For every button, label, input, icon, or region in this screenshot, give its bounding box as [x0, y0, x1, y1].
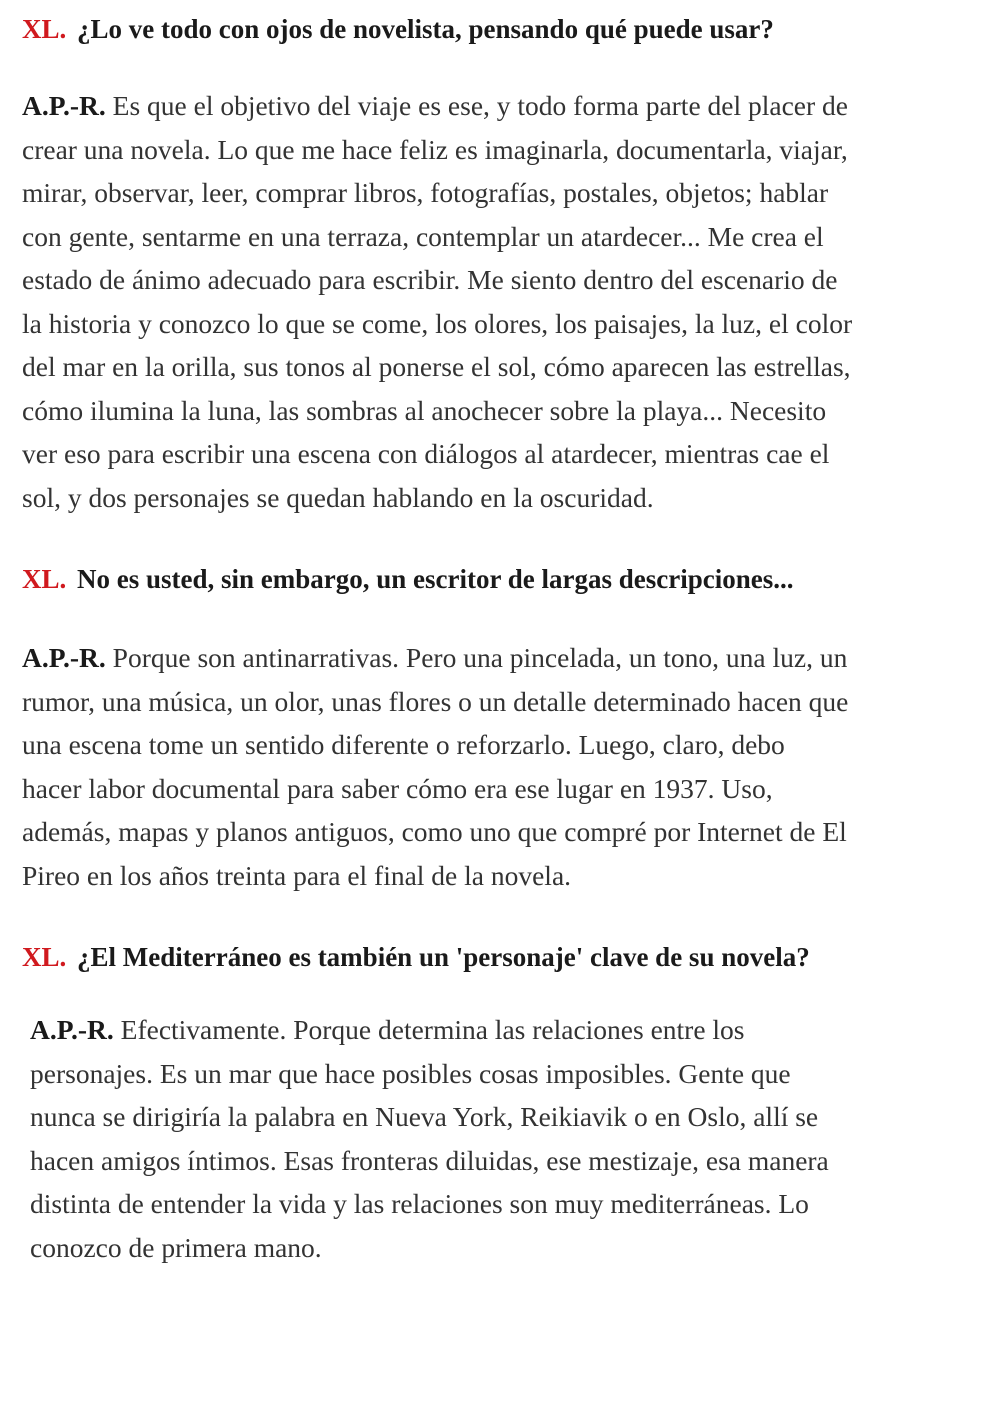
answer-3-line-0: [30, 1008, 829, 1052]
answer-2-line-2: una escena tome un sentido diferente o reforzarlo. Luego, claro, debo: [22, 729, 785, 760]
answer-1-line-0: [22, 84, 852, 128]
answer-2-line-0: [22, 636, 848, 680]
answer-1-line-6: del mar en la orilla, sus tonos al ponerse el sol, cómo aparecen las estrellas,: [22, 351, 851, 382]
answer-3-line-5: conozco de primera mano.: [30, 1231, 322, 1263]
question-3: [22, 940, 992, 974]
question-2-tag: XL.: [22, 564, 67, 594]
answer-3-line-2: nunca se dirigiría la palabra en Nueva York, Reikiavik o en Oslo, allí se: [30, 1101, 819, 1132]
answer-1: [22, 84, 852, 519]
answer-2-line-0-text: Porque son antinarrativas. Pero una pincelada, un tono, una luz, un: [105, 642, 848, 673]
answer-1-line-9: sol, y dos personajes se quedan hablando en la oscuridad.: [22, 481, 654, 513]
question-1-text: ¿Lo ve todo con ojos de novelista, pensando qué puede usar?: [77, 14, 774, 44]
answer-1-line-5: la historia y conozco lo que se come, los olores, los paisajes, la luz, el color: [22, 307, 853, 339]
answer-3-line-0-text: Efectivamente. Porque determina las relaciones entre los: [113, 1014, 745, 1045]
question-3-text: ¿El Mediterráneo es también un 'personaje' clave de su novela?: [77, 942, 810, 972]
question-2-text: No es usted, sin embargo, un escritor de largas descripciones...: [77, 564, 794, 594]
answer-2-tag: A.P.-R.: [22, 642, 106, 673]
answer-3-line-4: distinta de entender la vida y las relaciones son muy mediterráneas. Lo: [30, 1188, 809, 1219]
answer-1-line-0-text: Es que el objetivo del viaje es ese, y todo forma parte del placer de: [105, 90, 848, 121]
answer-2-line-5: Pireo en los años treinta para el final de la novela.: [22, 859, 572, 891]
answer-1-tag: A.P.-R.: [22, 90, 106, 121]
answer-3-tag: A.P.-R.: [30, 1014, 114, 1045]
question-3-tag: XL.: [22, 942, 67, 972]
answer-1-line-2: mirar, observar, leer, comprar libros, fotografías, postales, objetos; hablar: [22, 177, 829, 208]
answer-3-line-3: hacen amigos íntimos. Esas fronteras diluidas, ese mestizaje, esa manera: [30, 1144, 829, 1176]
answer-2-line-1: rumor, una música, un olor, unas flores o un detalle determinado hacen que: [22, 685, 849, 717]
answer-1-line-4: estado de ánimo adecuado para escribir. Me siento dentro del escenario de: [22, 264, 838, 295]
answer-1-line-8: ver eso para escribir una escena con diálogos al atardecer, mientras cae el: [22, 438, 830, 469]
answer-2-line-4: además, mapas y planos antiguos, como uno que compré por Internet de El: [22, 816, 847, 847]
question-1: [22, 12, 992, 46]
answer-3: [30, 1008, 829, 1269]
answer-2: [22, 636, 848, 897]
question-2: [22, 562, 992, 596]
answer-3-line-1: personajes. Es un mar que hace posibles cosas imposibles. Gente que: [30, 1057, 791, 1089]
answer-1-line-7: cómo ilumina la luna, las sombras al anochecer sobre la playa... Necesito: [22, 394, 827, 426]
answer-1-line-3: con gente, sentarme en una terraza, contemplar un atardecer... Me crea el: [22, 220, 824, 252]
answer-1-line-1: crear una novela. Lo que me hace feliz es imaginarla, documentarla, viajar,: [22, 133, 848, 165]
answer-2-line-3: hacer labor documental para saber cómo era ese lugar en 1937. Uso,: [22, 772, 773, 804]
question-1-tag: XL.: [22, 14, 67, 44]
